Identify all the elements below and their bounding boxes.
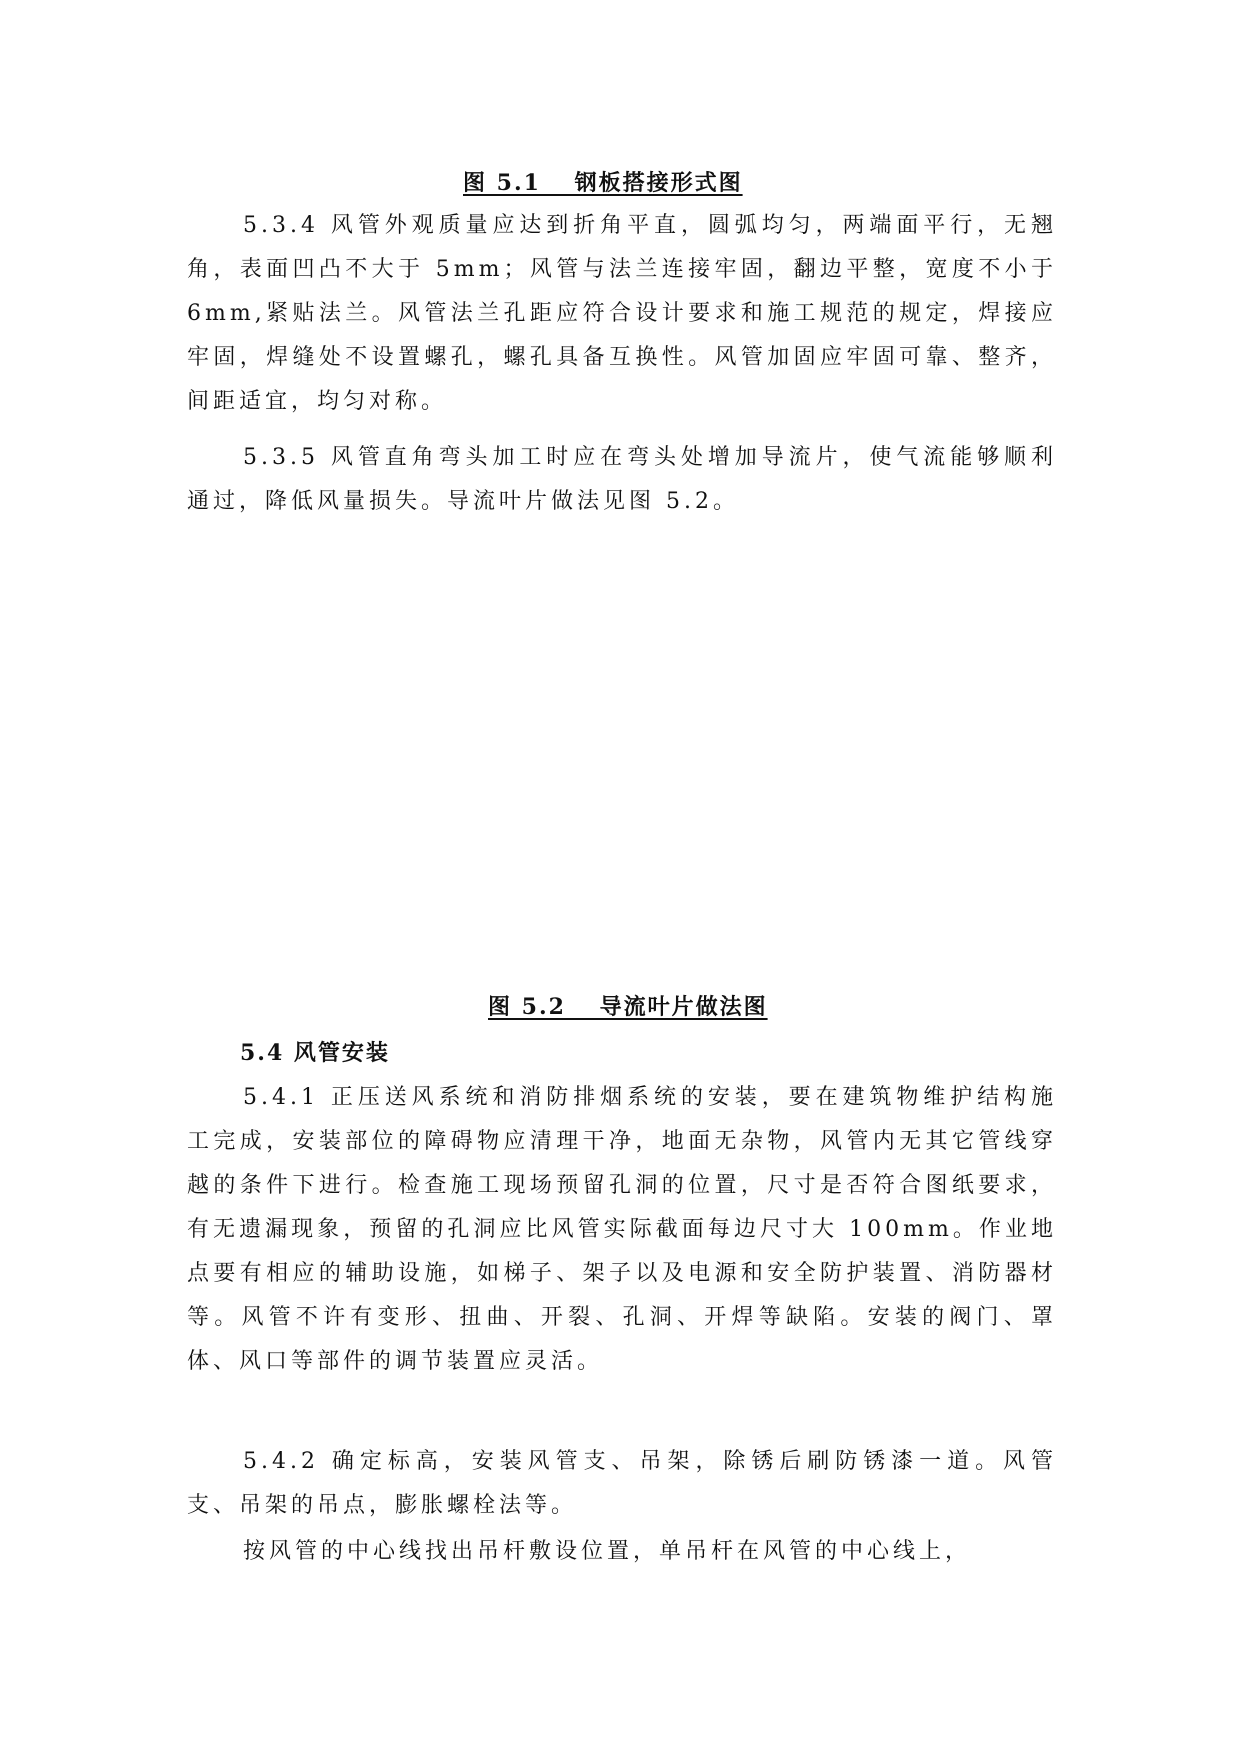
- figure-5-2-blank-area: [187, 530, 1057, 970]
- figure-5-2-caption: 图 5.2 导流叶片做法图: [488, 994, 768, 1020]
- paragraph-5-3-4: 5.3.4 风管外观质量应达到折角平直，圆弧均匀，两端面平行，无翘角，表面凹凸不大于 5mm；风管与法兰连接牢固，翻边平整，宽度不小于 6mm,紧贴法兰。风管法兰孔距应符合设计要求和施工规范的规定，焊接应牢固，焊缝处不设置螺孔，螺孔具备互换性。风管加固应牢固可靠、整齐，间距适宜，均匀对称。: [187, 213, 1057, 414]
- paragraph-5-4-2: 5.4.2 确定标高，安装风管支、吊架，除锈后刷防锈漆一道。风管支、吊架的吊点，膨胀螺栓法等。: [187, 1449, 1057, 1518]
- paragraph-hanger-position: 按风管的中心线找出吊杆敷设位置，单吊杆在风管的中心线上，: [243, 1539, 972, 1564]
- section-heading-5-4: 5.4 风管安装: [240, 1040, 390, 1066]
- figure-5-1-caption: 图 5.1 钢板搭接形式图: [463, 170, 743, 196]
- paragraph-5-3-5: 5.3.5 风管直角弯头加工时应在弯头处增加导流片，使气流能够顺利通过，降低风量损失。导流叶片做法见图 5.2。: [187, 445, 1057, 514]
- paragraph-5-4-1: 5.4.1 正压送风系统和消防排烟系统的安装，要在建筑物维护结构施工完成，安装部位的障碍物应清理干净，地面无杂物，风管内无其它管线穿越的条件下进行。检查施工现场预留孔洞的位置，尺寸是否符合图纸要求，有无遗漏现象，预留的孔洞应比风管实际截面每边尺寸大 100mm。作业地点要有相应的辅助设施，如梯子、架子以及电源和安全防护装置、消防器材等。风管不许有变形、扭曲、开裂、孔洞、开焊等缺陷。安装的阀门、罩体、风口等部件的调节装置应灵活。: [187, 1085, 1057, 1374]
